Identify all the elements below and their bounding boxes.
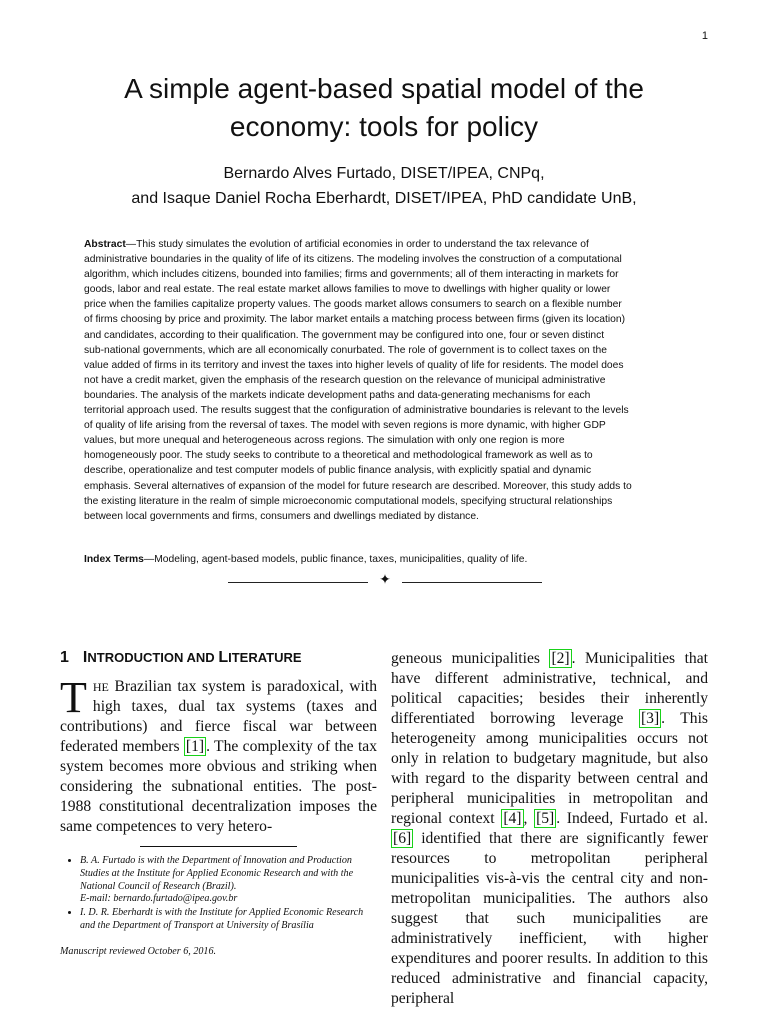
abstract-label: Abstract — [84, 239, 126, 250]
body-text: , — [523, 810, 535, 827]
citation-link-5[interactable]: [5] — [536, 810, 555, 827]
abstract-line: between local governments and firms, consumers and dwellings mediated by distance. — [84, 510, 479, 522]
citation-link-4[interactable]: [4] — [503, 810, 522, 827]
title-line-2: economy: tools for policy — [229, 111, 539, 142]
author-line-2: and Isaque Daniel Rocha Eberhardt, DISET/IPEA, PhD candidate UnB, — [131, 190, 637, 207]
author-email: E-mail: bernardo.furtado@ipea.gov.br — [80, 893, 238, 905]
footnote-text: • B. A. Furtado is with the Department of Innovation and Production Studies at the Institute for Applied Economic Research and with the National Council of Research (Brazil). — [80, 855, 354, 892]
right-column — [391, 649, 708, 1009]
abstract-line: the existing literature in the realm of simple microeconomic computational models, specifying structural relationships — [84, 495, 613, 507]
index-terms-text: —Modeling, agent-based models, public finance, taxes, municipalities, quality of life. — [143, 554, 528, 565]
title-line-1: A simple agent-based spatial model of the — [124, 73, 644, 104]
body-text: Brazilian tax system is paradoxical, with high taxes, dual tax systems (taxes and contributions) and fierce fiscal war between federated members — [60, 678, 377, 755]
abstract-line: value added of firms in its territory and invest the taxes into higher levels of quality of life for residents. The model does — [84, 359, 624, 371]
body-text: . Indeed, Furtado et al. — [556, 810, 709, 827]
abstract — [84, 237, 692, 524]
divider-rule-right — [402, 582, 542, 583]
abstract-line: administrative boundaries in the quality of life of its citizens. The modeling involves the construction of a computational — [84, 254, 622, 266]
body-paragraph — [391, 649, 708, 1009]
drop-cap-rest: HE — [92, 680, 109, 694]
footnotes — [60, 855, 377, 959]
divider-star-icon: ✦ — [379, 572, 391, 588]
body-text: . This heterogeneity among municipalities occurs not only in relation to budgetary magnitude, but also with regard to the disparity between central and peripheral municipalities in metropolitan and regional context — [391, 710, 708, 827]
section-title-small-caps: ITERATURE — [228, 650, 302, 665]
citation-link-3[interactable]: [3] — [640, 710, 660, 727]
abstract-line: values, but more unequal and heterogeneous across regions. The simulation with only one region is more — [84, 435, 565, 447]
divider-rule-left — [228, 582, 368, 583]
section-heading — [60, 648, 377, 668]
abstract-line: —This study simulates the evolution of artificial economies in order to understand the tax relevance of — [125, 239, 589, 250]
author-block — [40, 161, 728, 211]
body-text: . Municipalities that have different administrative, technical, and political capacities; besides their inherently differentiated borrowing leverage — [391, 650, 708, 727]
abstract-line: and candidates, according to their qualification. The government may be configured into one, four or seven distinct — [84, 329, 605, 341]
abstract-line: not have a credit market, given the emphasis of the research question on the relevance of municipal administrative — [84, 374, 606, 386]
section-title-cap: L — [218, 649, 229, 666]
citation-link-2[interactable]: [2] — [551, 650, 570, 667]
page-number: 1 — [701, 30, 708, 42]
abstract-line: homogeneously poor. The study seeks to contribute to a theoretical and methodological framework as well as to — [84, 450, 593, 462]
footnote-rule — [140, 846, 297, 847]
section-title-cap: I — [82, 649, 88, 666]
body-text: geneous municipalities — [391, 650, 550, 667]
abstract-line: territorial approach used. The results suggest that the configuration of administrative boundaries is relevant to the levels — [84, 405, 629, 417]
index-terms-label: Index Terms — [84, 554, 144, 565]
section-title-small-caps: NTRODUCTION AND — [87, 650, 219, 665]
citation-link-1[interactable]: [1] — [185, 738, 205, 755]
paper-title — [40, 70, 728, 146]
abstract-line: goods, labor and real estate. The real estate market allows families to move to dwellings with higher quality or lower — [84, 284, 611, 296]
section-divider — [228, 572, 542, 591]
body-text: . The complexity of the tax system becomes more obvious and striking when considering the subnational entities. The post-1988 constitutional decentralization imposes the same competences to very hetero- — [60, 738, 377, 835]
section-number: 1 — [60, 649, 69, 666]
abstract-line: emphasis. Several alternatives of expansion of the model for future research are described. Moreover, this study adds to — [84, 480, 632, 492]
abstract-line: price when the families capitalize property values. The goods market allows consumers to search on a flexible number — [84, 299, 622, 311]
drop-cap: T — [60, 673, 87, 722]
abstract-line: boundaries. The analysis of the markets indicate development paths and data-generating mechanisms for each — [84, 389, 591, 401]
abstract-line: of firms choosing by price and proximity. The labor market entails a matching process between firms (given its location) — [84, 314, 626, 326]
manuscript-note: Manuscript reviewed October 6, 2016. — [60, 945, 217, 957]
footnote-item — [80, 907, 377, 933]
left-column — [60, 648, 377, 959]
footnote-text: • I. D. R. Eberhardt is with the Institute for Applied Economic Research and the Department of Transport at University of Brasília — [80, 907, 364, 931]
body-text: identified that there are significantly fewer resources to metropolitan peripheral municipalities vis-à-vis the central city and non-metropolitan municipalities. The authors also suggest that such municipalities are administratively inefficient, with higher expenditures and poorer results. In addition to this reduced administrative and financial capacity, peripheral — [391, 830, 708, 1007]
intro-paragraph — [60, 673, 377, 837]
index-terms — [84, 552, 692, 567]
abstract-line: sub-national governments, which are all economically conurbated. The role of government is to collect taxes on the — [84, 344, 607, 356]
abstract-line: of quality of life arising from the reversal of taxes. The model with seven regions is more dynamic, with higher GDP — [84, 420, 606, 432]
abstract-line: describe, operationalize and test computer models of public finance analysis, with explicitly spatial and dynamic — [84, 465, 592, 477]
footnote-item — [80, 855, 377, 906]
abstract-line: algorithm, which includes citizens, bounded into families; firms and governments; all of them interacting in markets for — [84, 269, 619, 281]
author-line-1: Bernardo Alves Furtado, DISET/IPEA, CNPq, — [223, 165, 545, 182]
citation-link-6[interactable]: [6] — [393, 830, 412, 847]
